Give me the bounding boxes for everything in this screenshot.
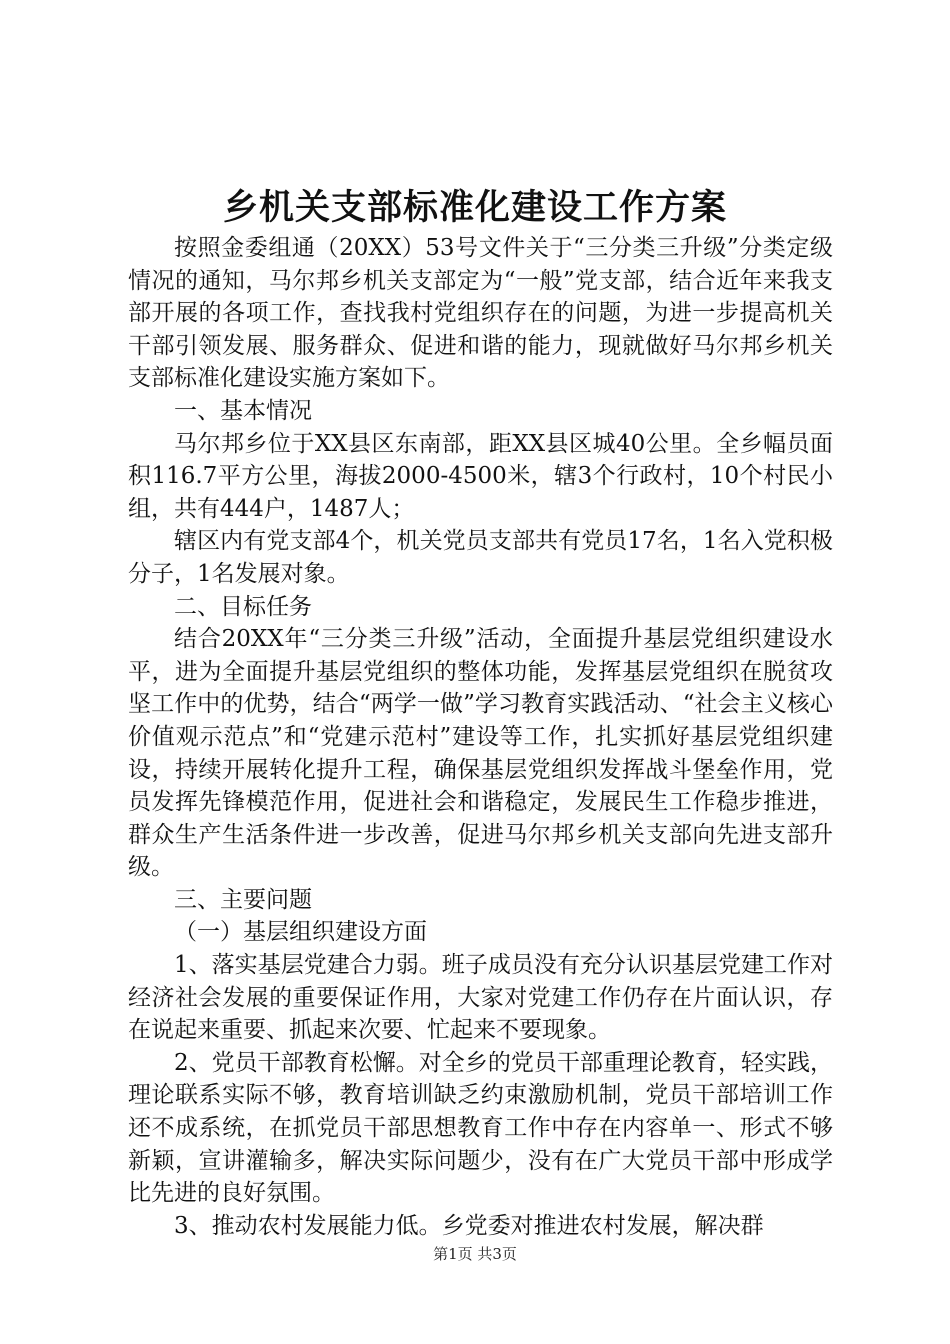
party-branch-paragraph: 辖区内有党支部4个，机关党员支部共有党员17名，1名入党积极分子，1名发展对象。 bbox=[128, 528, 833, 587]
document-title: 乡机关支部标准化建设工作方案 bbox=[222, 188, 727, 228]
problem-paragraph-2: 2、党员干部教育松懈。对全乡的党员干部重理论教育，轻实践，理论联系实际不够，教育培训缺乏约束激励机制，党员干部培训工作还不成系统，在抓党员干部思想教育工作中存在内容单一、形式不够新颖，宣讲灌输多，解决实际问题少，没有在广大党员干部中形成学比先进的良好氛围。 bbox=[128, 1049, 833, 1207]
page-number-footer: 第1页 共3页 bbox=[433, 1245, 517, 1263]
intro-paragraph: 按照金委组通（20XX）53号文件关于“三分类三升级”分类定级情况的通知，马尔邦乡机关支部定为“一般”党支部，结合近年来我支部开展的各项工作，查找我村党组织存在的问题，为进一步提高机关干部引领发展、服务群众、促进和谐的能力，现就做好马尔邦乡机关支部标准化建设实施方案如下。 bbox=[128, 235, 833, 392]
subsection-heading-organization: （一）基层组织建设方面 bbox=[174, 919, 427, 946]
goals-paragraph: 结合20XX年“三分类三升级”活动，全面提升基层党组织建设水平，进为全面提升基层党组织的整体功能，发挥基层党组织在脱贫攻坚工作中的优势，结合“两学一做”学习教育实践活动、“社会主义核心价值观示范点”和“党建示范村”建设等工作，扎实抓好基层党组织建设，持续开展转化提升工程，确保基层党组织发挥战斗堡垒作用，党员发挥先锋模范作用，促进社会和谐稳定，发展民生工作稳步推进，群众生产生活条件进一步改善，促进马尔邦乡机关支部向先进支部升级。 bbox=[128, 626, 833, 881]
document-body bbox=[128, 232, 833, 1242]
basic-situation-paragraph: 马尔邦乡位于XX县区东南部，距XX县区城40公里。全乡幅员面积116.7平方公里，海拔2000-4500米，辖3个行政村，10个村民小组，共有444户，1487人； bbox=[128, 430, 833, 522]
section-heading-goals: 二、目标任务 bbox=[174, 593, 312, 620]
section-heading-basic-situation: 一、基本情况 bbox=[174, 397, 312, 424]
problem-paragraph-3: 3、推动农村发展能力低。乡党委对推进农村发展，解决群 bbox=[174, 1212, 764, 1239]
section-heading-main-problems: 三、主要问题 bbox=[174, 886, 312, 913]
problem-paragraph-1: 1、落实基层党建合力弱。班子成员没有充分认识基层党建工作对经济社会发展的重要保证作用，大家对党建工作仍存在片面认识，存在说起来重要、抓起来次要、忙起来不要现象。 bbox=[128, 952, 833, 1044]
